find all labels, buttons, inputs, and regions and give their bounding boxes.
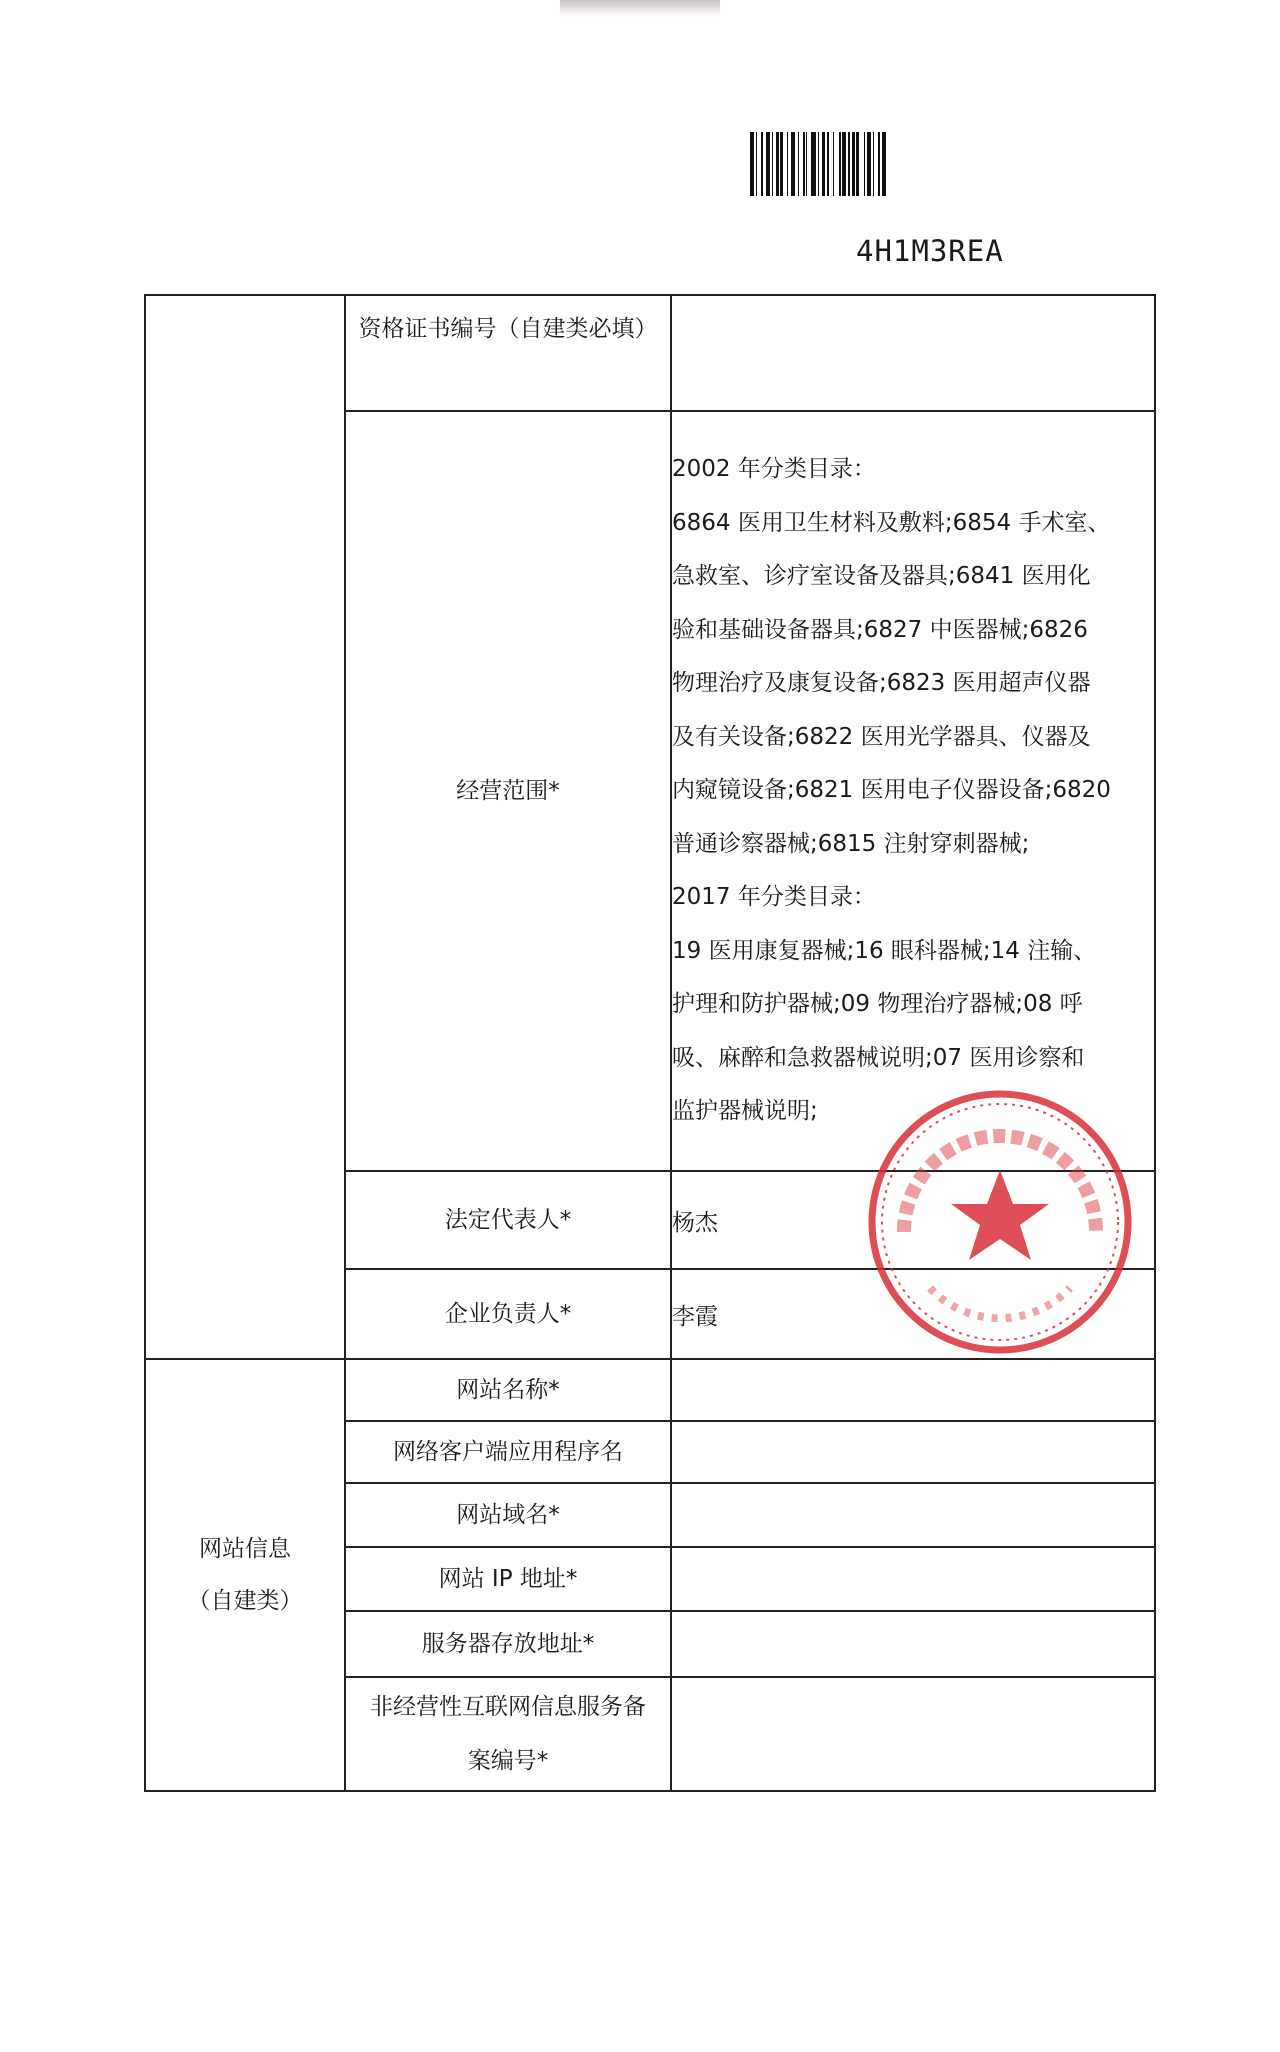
barcode xyxy=(750,132,1072,196)
scope-line: 吸、麻醉和急救器械说明;07 医用诊察和 xyxy=(672,1044,1085,1071)
scan-smudge xyxy=(560,0,720,16)
app-name-value xyxy=(671,1421,1155,1483)
scope-line: 监护器械说明; xyxy=(672,1098,818,1125)
scope-line: 及有关设备;6822 医用光学器具、仪器及 xyxy=(672,723,1091,750)
cert-number-label: 资格证书编号（自建类必填） xyxy=(345,295,671,411)
scope-line: 物理治疗及康复设备;6823 医用超声仪器 xyxy=(672,670,1091,697)
domain-label: 网站域名* xyxy=(345,1483,671,1547)
app-name-label: 网络客户端应用程序名 xyxy=(345,1421,671,1483)
scope-line: 护理和防护器械;09 物理治疗器械;08 呼 xyxy=(672,991,1083,1018)
barcode-text: 4H1M3REA xyxy=(856,234,1004,268)
website-info-sublabel: （自建类） xyxy=(187,1588,303,1614)
scope-line: 2002 年分类目录： xyxy=(672,456,876,483)
business-scope-value xyxy=(671,411,1155,1171)
website-info-label: 网站信息 xyxy=(199,1536,291,1562)
cert-number-value xyxy=(671,295,1155,411)
scope-line: 普通诊察器械;6815 注射穿刺器械; xyxy=(672,830,1030,857)
barcode-stripe xyxy=(882,132,887,196)
principal-label: 企业负责人* xyxy=(345,1269,671,1359)
scope-line: 19 医用康复器械;16 眼科器械;14 注输、 xyxy=(672,937,1097,964)
legal-rep-label: 法定代表人* xyxy=(345,1171,671,1269)
scope-line: 内窥镜设备;6821 医用电子仪器设备;6820 xyxy=(672,777,1111,804)
server-label: 服务器存放地址* xyxy=(345,1611,671,1677)
icp-label-line: 非经营性互联网信息服务备 xyxy=(370,1694,646,1720)
ip-label: 网站 IP 地址* xyxy=(345,1547,671,1611)
website-info-group-label xyxy=(145,1359,345,1791)
filing-form-table xyxy=(144,294,1156,1792)
business-scope-label: 经营范围* xyxy=(345,411,671,1171)
icp-label xyxy=(345,1677,671,1791)
icp-label-line: 案编号* xyxy=(467,1748,549,1774)
row-cert-number xyxy=(145,295,1155,411)
left-blank-cell xyxy=(145,295,345,1359)
site-name-label: 网站名称* xyxy=(345,1359,671,1421)
scope-line: 验和基础设备器具;6827 中医器械;6826 xyxy=(672,616,1088,643)
site-name-value xyxy=(671,1359,1155,1421)
ip-value xyxy=(671,1547,1155,1611)
icp-value xyxy=(671,1677,1155,1791)
legal-rep-value: 杨杰 xyxy=(671,1171,1155,1269)
scope-line: 6864 医用卫生材料及敷料;6854 手术室、 xyxy=(672,509,1111,536)
domain-value xyxy=(671,1483,1155,1547)
scope-line: 2017 年分类目录： xyxy=(672,884,876,911)
row-site-name xyxy=(145,1359,1155,1421)
principal-value: 李霞 xyxy=(671,1269,1155,1359)
server-value xyxy=(671,1611,1155,1677)
scope-line: 急救室、诊疗室设备及器具;6841 医用化 xyxy=(672,563,1091,590)
